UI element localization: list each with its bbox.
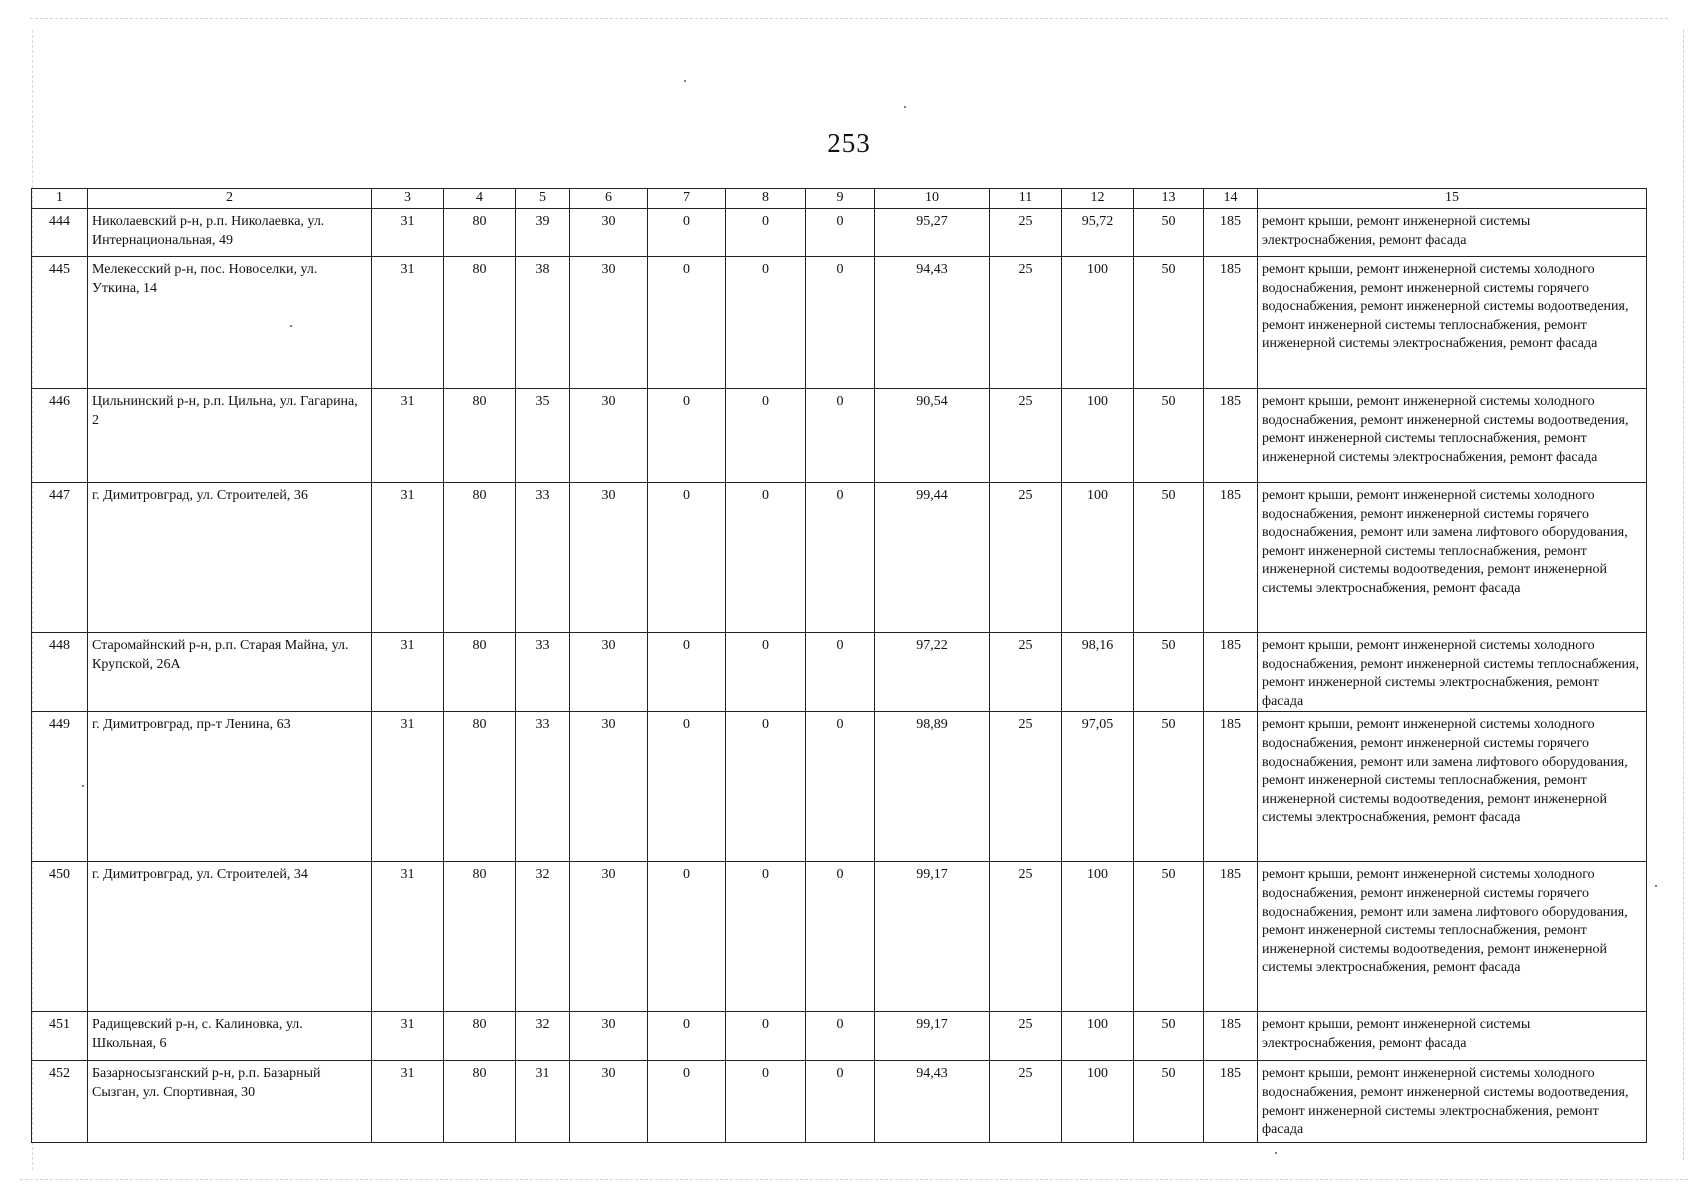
table-row xyxy=(32,209,1647,257)
column-header: 12 xyxy=(1062,189,1134,209)
value-cell: 0 xyxy=(648,633,726,712)
scan-speck xyxy=(904,106,906,108)
scan-edge-bottom xyxy=(20,1179,1688,1180)
value-cell: 32 xyxy=(516,1012,570,1061)
row-number: 449 xyxy=(32,712,88,862)
value-cell: 25 xyxy=(990,633,1062,712)
column-header: 9 xyxy=(806,189,875,209)
value-cell: 80 xyxy=(444,389,516,483)
value-cell: 0 xyxy=(806,389,875,483)
value-cell: 80 xyxy=(444,209,516,257)
value-cell: 25 xyxy=(990,257,1062,389)
address-cell: Николаевский р-н, р.п. Николаевка, ул. Интернациональная, 49 xyxy=(88,209,372,257)
value-cell: 31 xyxy=(372,483,444,633)
scan-speck xyxy=(1275,1152,1277,1154)
value-cell: 185 xyxy=(1204,257,1258,389)
value-cell: 33 xyxy=(516,633,570,712)
value-cell: 0 xyxy=(648,1012,726,1061)
row-number: 445 xyxy=(32,257,88,389)
page-number: 253 xyxy=(827,128,871,158)
value-cell: 0 xyxy=(648,389,726,483)
value-cell: 94,43 xyxy=(875,257,990,389)
value-cell: 31 xyxy=(372,257,444,389)
value-cell: 95,27 xyxy=(875,209,990,257)
value-cell: 100 xyxy=(1062,862,1134,1012)
value-cell: 33 xyxy=(516,712,570,862)
value-cell: 100 xyxy=(1062,483,1134,633)
table-row xyxy=(32,1012,1647,1061)
value-cell: 30 xyxy=(570,257,648,389)
works-cell: ремонт крыши, ремонт инженерной системы холодного водоснабжения, ремонт инженерной системы теплоснабжения, ремонт инженерной системы электроснабжения, ремонт фасада xyxy=(1258,633,1647,712)
value-cell: 100 xyxy=(1062,389,1134,483)
value-cell: 30 xyxy=(570,1061,648,1143)
value-cell: 25 xyxy=(990,1061,1062,1143)
value-cell: 80 xyxy=(444,862,516,1012)
works-cell: ремонт крыши, ремонт инженерной системы электроснабжения, ремонт фасада xyxy=(1258,1012,1647,1061)
value-cell: 30 xyxy=(570,389,648,483)
value-cell: 98,89 xyxy=(875,712,990,862)
value-cell: 80 xyxy=(444,257,516,389)
value-cell: 0 xyxy=(648,1061,726,1143)
works-cell: ремонт крыши, ремонт инженерной системы холодного водоснабжения, ремонт инженерной системы горячего водоснабжения, ремонт инженерной системы водоотведения, ремонт инженерной системы теплоснабжения, ремонт инженерной системы электроснабжения, ремонт фасада xyxy=(1258,257,1647,389)
value-cell: 0 xyxy=(648,712,726,862)
value-cell: 50 xyxy=(1134,209,1204,257)
value-cell: 50 xyxy=(1134,862,1204,1012)
value-cell: 31 xyxy=(372,1012,444,1061)
value-cell: 0 xyxy=(648,483,726,633)
value-cell: 90,54 xyxy=(875,389,990,483)
value-cell: 50 xyxy=(1134,1061,1204,1143)
row-number: 446 xyxy=(32,389,88,483)
value-cell: 0 xyxy=(726,389,806,483)
row-number: 444 xyxy=(32,209,88,257)
works-cell: ремонт крыши, ремонт инженерной системы холодного водоснабжения, ремонт инженерной системы водоотведения, ремонт инженерной системы теплоснабжения, ремонт инженерной системы электроснабжения, ремонт фасада xyxy=(1258,389,1647,483)
value-cell: 33 xyxy=(516,483,570,633)
value-cell: 185 xyxy=(1204,483,1258,633)
address-cell: Старомайнский р-н, р.п. Старая Майна, ул. Крупской, 26А xyxy=(88,633,372,712)
address-cell: г. Димитровград, ул. Строителей, 36 xyxy=(88,483,372,633)
row-number: 448 xyxy=(32,633,88,712)
address-cell: Радищевский р-н, с. Калиновка, ул. Школьная, 6 xyxy=(88,1012,372,1061)
works-cell: ремонт крыши, ремонт инженерной системы холодного водоснабжения, ремонт инженерной системы горячего водоснабжения, ремонт или замена лифтового оборудования, ремонт инженерной системы теплоснабжения, ремонт инженерной системы водоотведения, ремонт инженерной системы электроснабжения, ремонт фасада xyxy=(1258,862,1647,1012)
value-cell: 0 xyxy=(726,862,806,1012)
works-cell: ремонт крыши, ремонт инженерной системы электроснабжения, ремонт фасада xyxy=(1258,209,1647,257)
address-cell: Мелекесский р-н, пос. Новоселки, ул. Уткина, 14 xyxy=(88,257,372,389)
table-row xyxy=(32,633,1647,712)
column-header: 3 xyxy=(372,189,444,209)
value-cell: 31 xyxy=(372,1061,444,1143)
value-cell: 0 xyxy=(726,209,806,257)
value-cell: 25 xyxy=(990,1012,1062,1061)
value-cell: 80 xyxy=(444,1061,516,1143)
works-cell: ремонт крыши, ремонт инженерной системы холодного водоснабжения, ремонт инженерной системы горячего водоснабжения, ремонт или замена лифтового оборудования, ремонт инженерной системы теплоснабжения, ремонт инженерной системы водоотведения, ремонт инженерной системы электроснабжения, ремонт фасада xyxy=(1258,483,1647,633)
value-cell: 97,22 xyxy=(875,633,990,712)
value-cell: 0 xyxy=(648,257,726,389)
value-cell: 31 xyxy=(372,633,444,712)
value-cell: 31 xyxy=(516,1061,570,1143)
value-cell: 185 xyxy=(1204,862,1258,1012)
value-cell: 80 xyxy=(444,712,516,862)
value-cell: 50 xyxy=(1134,257,1204,389)
scan-speck xyxy=(684,80,686,82)
value-cell: 95,72 xyxy=(1062,209,1134,257)
value-cell: 32 xyxy=(516,862,570,1012)
table-row xyxy=(32,862,1647,1012)
value-cell: 99,17 xyxy=(875,862,990,1012)
value-cell: 30 xyxy=(570,209,648,257)
address-cell: г. Димитровград, пр-т Ленина, 63 xyxy=(88,712,372,862)
value-cell: 0 xyxy=(726,1012,806,1061)
row-number: 447 xyxy=(32,483,88,633)
value-cell: 100 xyxy=(1062,257,1134,389)
table-header-row xyxy=(32,189,1647,209)
table-row xyxy=(32,257,1647,389)
value-cell: 30 xyxy=(570,1012,648,1061)
value-cell: 0 xyxy=(648,209,726,257)
value-cell: 31 xyxy=(372,389,444,483)
value-cell: 185 xyxy=(1204,633,1258,712)
value-cell: 30 xyxy=(570,633,648,712)
row-number: 451 xyxy=(32,1012,88,1061)
address-cell: Базарносызганский р-н, р.п. Базарный Сызган, ул. Спортивная, 30 xyxy=(88,1061,372,1143)
value-cell: 0 xyxy=(806,257,875,389)
value-cell: 0 xyxy=(806,712,875,862)
address-cell: г. Димитровград, ул. Строителей, 34 xyxy=(88,862,372,1012)
value-cell: 98,16 xyxy=(1062,633,1134,712)
column-header: 5 xyxy=(516,189,570,209)
table-row xyxy=(32,1061,1647,1143)
scan-speck xyxy=(1655,885,1657,887)
data-table xyxy=(31,188,1647,1143)
value-cell: 0 xyxy=(726,257,806,389)
value-cell: 0 xyxy=(726,633,806,712)
value-cell: 100 xyxy=(1062,1061,1134,1143)
value-cell: 185 xyxy=(1204,1012,1258,1061)
column-header: 1 xyxy=(32,189,88,209)
column-header: 2 xyxy=(88,189,372,209)
value-cell: 97,05 xyxy=(1062,712,1134,862)
value-cell: 30 xyxy=(570,862,648,1012)
value-cell: 50 xyxy=(1134,633,1204,712)
value-cell: 185 xyxy=(1204,389,1258,483)
value-cell: 0 xyxy=(648,862,726,1012)
scan-edge-right xyxy=(1683,30,1684,1160)
value-cell: 31 xyxy=(372,862,444,1012)
value-cell: 0 xyxy=(806,209,875,257)
value-cell: 25 xyxy=(990,389,1062,483)
value-cell: 80 xyxy=(444,633,516,712)
value-cell: 80 xyxy=(444,483,516,633)
value-cell: 25 xyxy=(990,862,1062,1012)
value-cell: 39 xyxy=(516,209,570,257)
row-number: 452 xyxy=(32,1061,88,1143)
value-cell: 94,43 xyxy=(875,1061,990,1143)
value-cell: 0 xyxy=(806,1012,875,1061)
value-cell: 0 xyxy=(726,712,806,862)
value-cell: 30 xyxy=(570,483,648,633)
table-row xyxy=(32,712,1647,862)
value-cell: 50 xyxy=(1134,712,1204,862)
works-cell: ремонт крыши, ремонт инженерной системы холодного водоснабжения, ремонт инженерной системы горячего водоснабжения, ремонт или замена лифтового оборудования, ремонт инженерной системы теплоснабжения, ремонт инженерной системы водоотведения, ремонт инженерной системы электроснабжения, ремонт фасада xyxy=(1258,712,1647,862)
column-header: 10 xyxy=(875,189,990,209)
table-row xyxy=(32,389,1647,483)
value-cell: 185 xyxy=(1204,209,1258,257)
value-cell: 0 xyxy=(806,1061,875,1143)
value-cell: 31 xyxy=(372,712,444,862)
works-cell: ремонт крыши, ремонт инженерной системы холодного водоснабжения, ремонт инженерной системы водоотведения, ремонт инженерной системы электроснабжения, ремонт фасада xyxy=(1258,1061,1647,1143)
value-cell: 0 xyxy=(806,862,875,1012)
table-row xyxy=(32,483,1647,633)
column-header: 8 xyxy=(726,189,806,209)
value-cell: 0 xyxy=(726,1061,806,1143)
row-number: 450 xyxy=(32,862,88,1012)
value-cell: 30 xyxy=(570,712,648,862)
value-cell: 25 xyxy=(990,712,1062,862)
value-cell: 80 xyxy=(444,1012,516,1061)
value-cell: 50 xyxy=(1134,483,1204,633)
value-cell: 99,44 xyxy=(875,483,990,633)
value-cell: 25 xyxy=(990,483,1062,633)
value-cell: 185 xyxy=(1204,712,1258,862)
value-cell: 0 xyxy=(806,633,875,712)
column-header: 4 xyxy=(444,189,516,209)
value-cell: 0 xyxy=(806,483,875,633)
value-cell: 0 xyxy=(726,483,806,633)
column-header: 13 xyxy=(1134,189,1204,209)
value-cell: 25 xyxy=(990,209,1062,257)
address-cell: Цильнинский р-н, р.п. Цильна, ул. Гагарина, 2 xyxy=(88,389,372,483)
column-header: 11 xyxy=(990,189,1062,209)
column-header: 14 xyxy=(1204,189,1258,209)
value-cell: 35 xyxy=(516,389,570,483)
value-cell: 50 xyxy=(1134,389,1204,483)
value-cell: 99,17 xyxy=(875,1012,990,1061)
value-cell: 100 xyxy=(1062,1012,1134,1061)
value-cell: 31 xyxy=(372,209,444,257)
value-cell: 185 xyxy=(1204,1061,1258,1143)
column-header: 7 xyxy=(648,189,726,209)
column-header: 6 xyxy=(570,189,648,209)
value-cell: 38 xyxy=(516,257,570,389)
value-cell: 50 xyxy=(1134,1012,1204,1061)
scan-edge-top xyxy=(30,18,1668,19)
column-header: 15 xyxy=(1258,189,1647,209)
